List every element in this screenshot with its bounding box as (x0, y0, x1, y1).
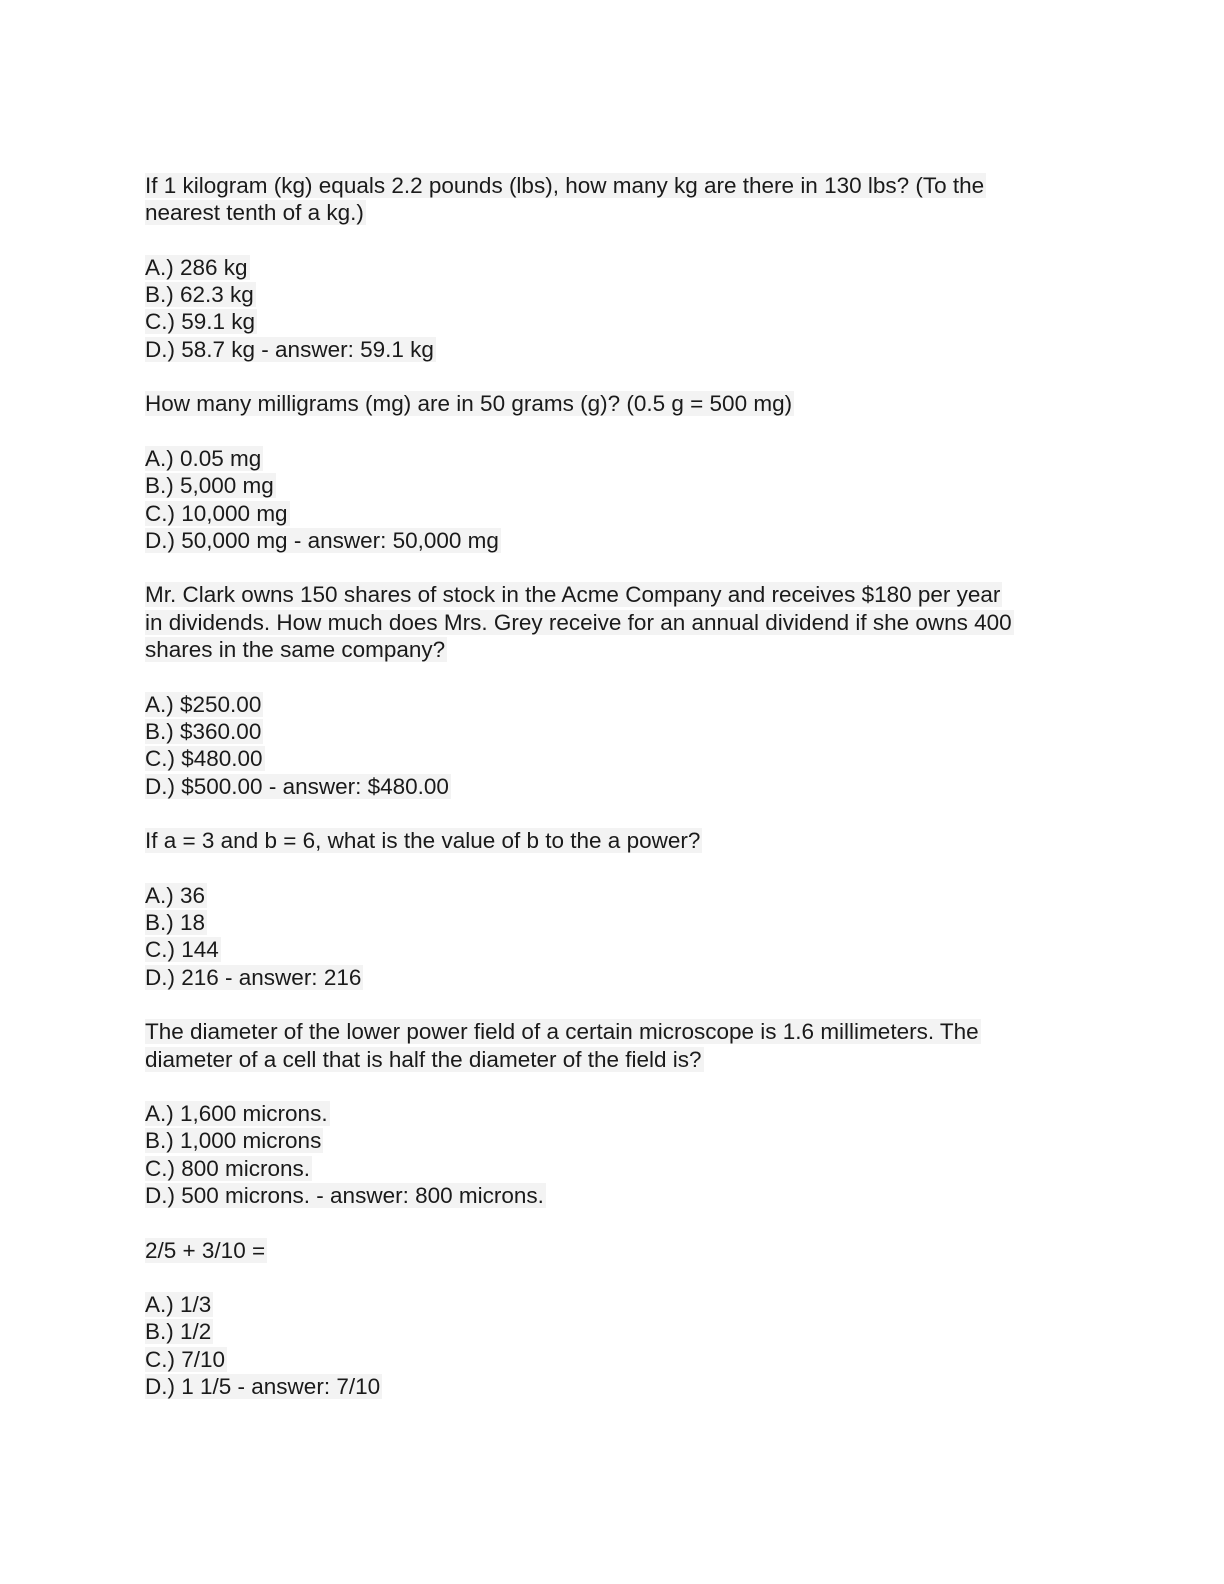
question-4-options (145, 882, 1105, 991)
question-5-options (145, 1100, 1105, 1209)
option-c: C.) 10,000 mg (145, 500, 288, 526)
question-5-prompt-line-2: diameter of a cell that is half the diameter of the field is? (145, 1046, 702, 1072)
question-1-options (145, 254, 1105, 363)
option-d-with-answer: D.) 50,000 mg - answer: 50,000 mg (145, 527, 499, 553)
question-3 (145, 581, 1105, 663)
question-2 (145, 390, 1105, 417)
option-a: A.) 36 (145, 882, 206, 908)
question-4 (145, 827, 1105, 854)
option-c: C.) $480.00 (145, 746, 263, 772)
option-d-with-answer: D.) 216 - answer: 216 (145, 964, 362, 990)
option-a: A.) 1,600 microns. (145, 1101, 328, 1127)
option-c: C.) 59.1 kg (145, 309, 256, 335)
option-a: A.) 0.05 mg (145, 445, 262, 471)
option-d-with-answer: D.) 500 microns. - answer: 800 microns. (145, 1182, 544, 1208)
option-b: B.) $360.00 (145, 718, 262, 744)
question-1-prompt-line-1: If 1 kilogram (kg) equals 2.2 pounds (lbs), how many kg are there in 130 lbs? (To the (145, 173, 985, 198)
question-6-options (145, 1291, 1105, 1400)
question-1 (145, 172, 1105, 227)
question-3-prompt-line-2: in dividends. How much does Mrs. Grey receive for an annual dividend if she owns 400 (145, 609, 1012, 635)
question-1-prompt-line-2: nearest tenth of a kg.) (145, 200, 364, 226)
question-3-prompt-line-1: Mr. Clark owns 150 shares of stock in the Acme Company and receives $180 per year (145, 582, 1001, 608)
option-a: A.) 1/3 (145, 1292, 212, 1318)
question-3-prompt-line-3: shares in the same company? (145, 637, 446, 663)
question-2-options (145, 445, 1105, 554)
option-a: A.) 286 kg (145, 254, 248, 280)
option-b: B.) 1,000 microns (145, 1128, 322, 1154)
option-b: B.) 1/2 (145, 1319, 212, 1345)
question-6 (145, 1237, 1105, 1264)
option-a: A.) $250.00 (145, 691, 262, 717)
option-d-with-answer: D.) 58.7 kg - answer: 59.1 kg (145, 336, 434, 362)
option-d-with-answer: D.) 1 1/5 - answer: 7/10 (145, 1374, 381, 1400)
option-d-with-answer: D.) $500.00 - answer: $480.00 (145, 773, 449, 799)
document-page (145, 172, 1105, 1428)
option-b: B.) 5,000 mg (145, 473, 274, 499)
option-b: B.) 18 (145, 910, 206, 936)
question-3-options (145, 691, 1105, 800)
question-2-prompt-line-1: How many milligrams (mg) are in 50 grams (g)? (0.5 g = 500 mg) (145, 391, 793, 417)
option-b: B.) 62.3 kg (145, 282, 254, 308)
question-4-prompt-line-1: If a = 3 and b = 6, what is the value of b to the a power? (145, 828, 701, 854)
question-6-prompt-line-1: 2/5 + 3/10 = (145, 1237, 266, 1263)
question-5-prompt-line-1: The diameter of the lower power field of a certain microscope is 1.6 millimeters. The (145, 1019, 979, 1045)
option-c: C.) 7/10 (145, 1346, 226, 1372)
question-5 (145, 1018, 1105, 1073)
option-c: C.) 144 (145, 937, 219, 963)
option-c: C.) 800 microns. (145, 1155, 311, 1181)
